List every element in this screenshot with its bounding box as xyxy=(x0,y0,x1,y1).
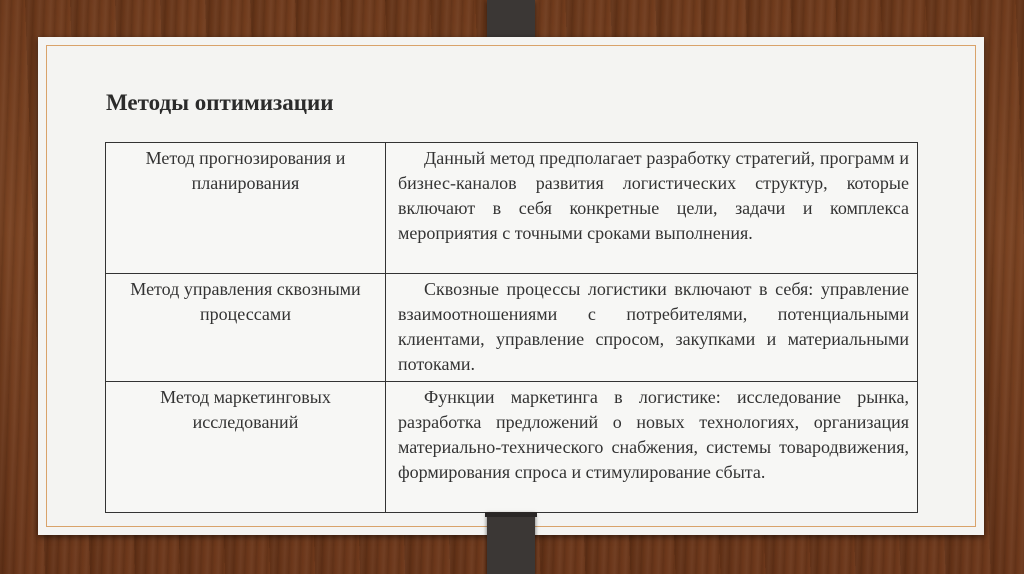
table-row xyxy=(106,143,918,274)
method-name-cell: Метод прогнозирования и планирования xyxy=(106,143,386,274)
method-description: Сквозные процессы логистики включают в себя: управление взаимоотношениями с потребителями, потенциальными клиентами, управление спросом, закупками и материальными потоками. xyxy=(398,279,909,374)
table-row xyxy=(106,382,918,513)
method-description: Данный метод предполагает разработку стратегий, программ и бизнес-каналов развития логистических структур, которые включают в себя конкретные цели, задачи и комплекса мероприятия с точными сроками выполнения. xyxy=(398,148,909,243)
method-description-cell xyxy=(386,143,918,274)
method-description-cell xyxy=(386,274,918,382)
slide-title: Методы оптимизации xyxy=(106,90,334,115)
binder-clip-bottom xyxy=(487,512,535,574)
table-row xyxy=(106,274,918,382)
method-description-cell xyxy=(386,382,918,513)
method-name-cell: Метод маркетинговых исследований xyxy=(106,382,386,513)
slide xyxy=(38,37,984,535)
methods-table xyxy=(105,142,918,513)
method-name-cell: Метод управления сквозными процессами xyxy=(106,274,386,382)
method-description: Функции маркетинга в логистике: исследование рынка, разработка предложений о новых технологиях, организация материально-технического снабжения, системы товародвижения, формирования спроса и стимулирование сбыта. xyxy=(398,387,909,482)
